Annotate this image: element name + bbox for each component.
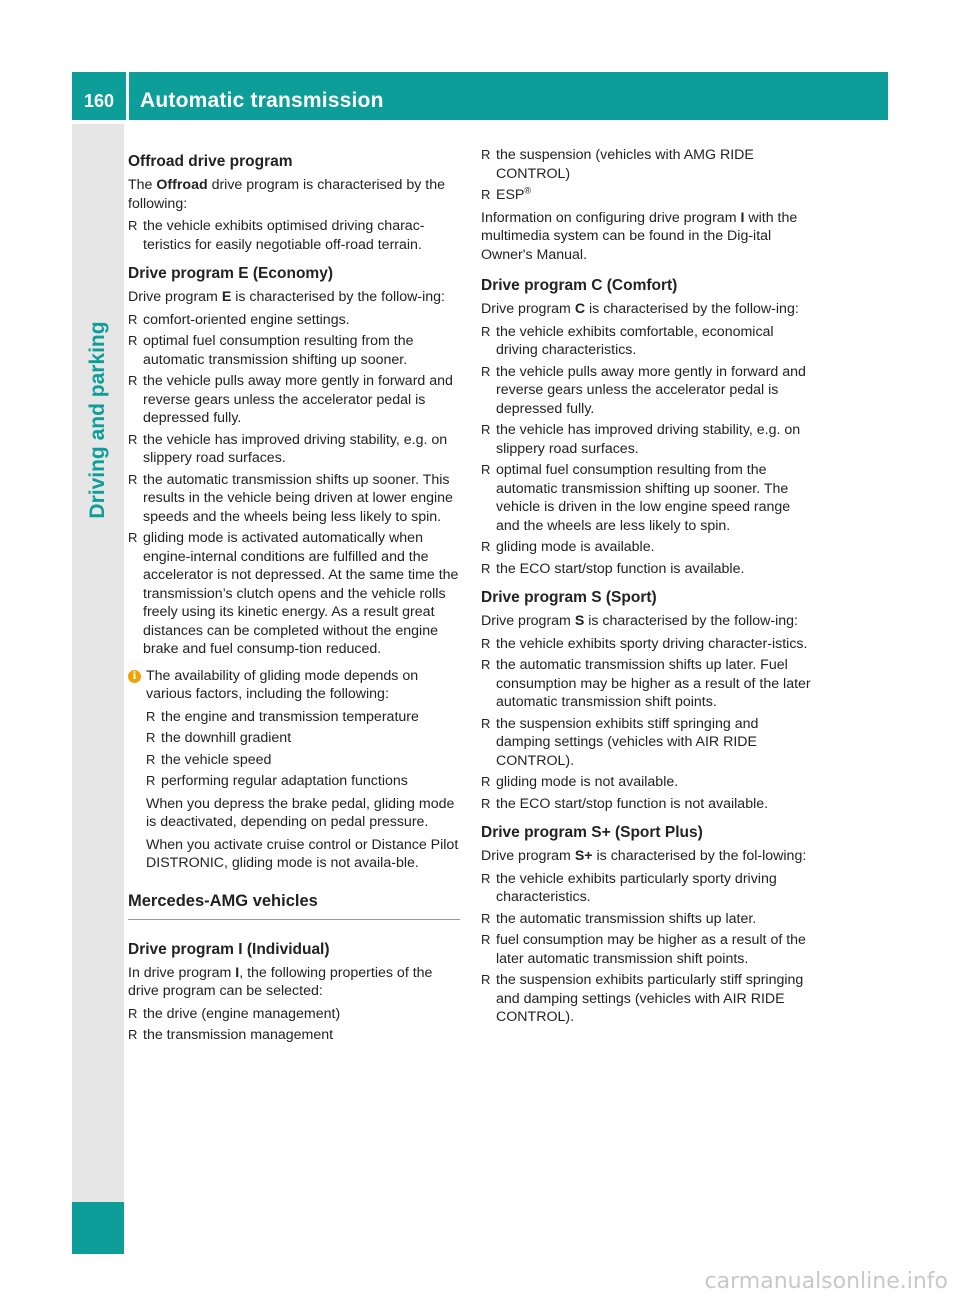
list-item-text: optimal fuel consumption resulting from the automatic transmission shifting up sooner.: [143, 333, 414, 368]
intro-text: The: [128, 177, 157, 193]
list-item: [128, 311, 460, 330]
list-item-text: the vehicle speed: [161, 751, 272, 768]
list-item: [481, 910, 813, 929]
info-icon: i: [128, 670, 141, 683]
list-item: [128, 471, 460, 527]
list-item-text: the vehicle exhibits particularly sporty driving characteristics.: [496, 870, 777, 905]
list-item-text: the suspension (vehicles with AMG RIDE CONTROL): [496, 147, 754, 182]
list-item: [481, 186, 813, 205]
list-item: [146, 751, 460, 770]
intro-text: In drive program: [128, 964, 236, 981]
list-item-text: the vehicle has improved driving stability, e.g. on slippery road surfaces.: [496, 422, 801, 457]
intro-text: drive program is characterised by the following:: [128, 177, 445, 212]
list-item-text: gliding mode is not available.: [496, 774, 679, 790]
bullet-icon: R: [146, 751, 156, 767]
sport-list: [481, 635, 813, 814]
bullet-icon: R: [481, 363, 491, 379]
bullet-icon: R: [481, 422, 491, 437]
list-item-text: ESP: [496, 187, 525, 203]
list-item: [481, 656, 813, 712]
list-item-text: the suspension exhibits particularly stiff springing and damping settings (vehicles with AIR RIDE CONTROL).: [496, 972, 804, 1025]
individual-config-note: [481, 209, 813, 265]
info-para-cruise: When you activate cruise control or Distance Pilot DISTRONIC, gliding mode is not availa-ble.: [146, 836, 459, 871]
info-para-brake: When you depress the brake pedal, gliding mode is deactivated, depending on pedal pressure.: [146, 795, 455, 830]
list-item: [481, 795, 813, 814]
list-item-text: the vehicle has improved driving stability, e.g. on slippery road surfaces.: [143, 431, 448, 466]
watermark: carmanualsonline.info: [704, 1269, 948, 1294]
list-item-text: gliding mode is activated automatically when engine-internal conditions are fulfilled and the accelerator is not depressed. At the same time the transmission’s clutch opens and the vehicle rolls freely using its kinetic energy. As a result great distances can be completed without the engine brake and fuel consump-tion reduced.: [143, 530, 459, 657]
intro-text: is characterised by the follow-ing:: [584, 613, 798, 629]
list-item: [481, 461, 813, 535]
bullet-icon: R: [128, 333, 138, 348]
bullet-icon: R: [128, 373, 138, 388]
intro-text: Drive program: [481, 301, 575, 317]
note-bold: I: [740, 209, 745, 226]
offroad-intro: [128, 176, 460, 213]
comfort-heading: Drive program C (Comfort): [481, 277, 678, 294]
comfort-intro: [481, 300, 813, 319]
list-item: [481, 421, 813, 458]
header-divider: [126, 72, 129, 120]
list-item: [146, 708, 460, 727]
list-item: [481, 560, 813, 579]
intro-text: is characterised by the follow-ing:: [585, 301, 799, 317]
amg-heading: Mercedes-AMG vehicles: [128, 891, 318, 910]
list-item: [128, 372, 460, 428]
list-item: [481, 363, 813, 419]
bullet-icon: R: [481, 910, 491, 926]
list-item: [128, 1026, 460, 1045]
bullet-icon: R: [128, 1027, 138, 1042]
economy-heading: Drive program E (Economy): [128, 265, 333, 282]
side-tab-label: Driving and parking: [86, 321, 109, 519]
list-item-text: the vehicle exhibits optimised driving charac-teristics for easily negotiable off-road terrain.: [143, 218, 425, 253]
list-item: [481, 971, 813, 1027]
list-item-text: the ECO start/stop function is not available.: [496, 795, 769, 812]
bullet-icon: R: [481, 657, 491, 672]
bullet-icon: R: [481, 187, 491, 202]
list-item: [128, 1005, 460, 1024]
bullet-icon: R: [128, 530, 138, 545]
intro-text: is characterised by the follow-ing:: [231, 289, 445, 305]
list-item-text: the drive (engine management): [143, 1005, 341, 1022]
economy-list: [128, 311, 460, 659]
list-item-text: the automatic transmission shifts up later.: [496, 910, 757, 927]
intro-bold: I: [235, 964, 240, 981]
sport-intro: [481, 612, 813, 631]
bullet-icon: R: [128, 218, 138, 233]
bullet-icon: R: [481, 774, 491, 789]
page-number: 160: [83, 91, 115, 111]
list-item-text: the vehicle exhibits sporty driving character-istics.: [496, 635, 808, 652]
list-item-text: the engine and transmission temperature: [161, 708, 419, 725]
side-tab-marker: [72, 1202, 124, 1254]
individual-heading: Drive program I (Individual): [128, 940, 330, 958]
list-item-text: gliding mode is available.: [496, 539, 655, 555]
intro-text: Drive program: [481, 613, 575, 629]
list-item-text: the vehicle pulls away more gently in forward and reverse gears unless the accelerator pedal is depressed fully.: [143, 373, 453, 426]
intro-bold: S+: [574, 848, 593, 864]
registered-mark: ®: [524, 185, 532, 196]
list-item: [146, 729, 460, 748]
bullet-icon: R: [128, 471, 138, 487]
comfort-list: [481, 323, 813, 579]
intro-bold: S: [574, 613, 585, 629]
intro-bold: C: [574, 301, 586, 317]
offroad-list: [128, 217, 460, 254]
bullet-icon: R: [481, 715, 491, 731]
bullet-icon: R: [481, 870, 491, 886]
sportplus-heading: Drive program S+ (Sport Plus): [481, 824, 703, 841]
bullet-icon: R: [481, 932, 491, 947]
list-item-text: the vehicle exhibits comfortable, economical driving characteristics.: [496, 323, 774, 358]
info-text: The availability of gliding mode depends on various factors, including the following:: [146, 667, 419, 702]
bullet-icon: R: [481, 147, 491, 162]
list-item-text: the automatic transmission shifts up later. Fuel consumption may be higher as a result of the later automatic transmission shift points.: [496, 657, 811, 710]
list-item: [481, 323, 813, 360]
list-item: [481, 146, 813, 183]
bullet-icon: R: [481, 795, 491, 811]
list-item-text: performing regular adaptation functions: [161, 773, 408, 789]
bullet-icon: R: [481, 462, 491, 477]
list-item: [481, 715, 813, 771]
note-text: with the multimedia system can be found in the Dig-ital Owner's Manual.: [481, 209, 798, 263]
list-item: [481, 773, 813, 792]
bullet-icon: R: [481, 323, 491, 339]
list-item-text: the transmission management: [143, 1027, 334, 1043]
intro-text: is characterised by the fol-lowing:: [592, 848, 807, 864]
economy-intro: [128, 288, 460, 307]
list-item: [146, 772, 460, 791]
list-item: [128, 529, 460, 659]
sport-heading: Drive program S (Sport): [481, 589, 657, 606]
sportplus-list: [481, 870, 813, 1027]
list-item-text: fuel consumption may be higher as a result of the later automatic transmission shift points.: [496, 932, 806, 967]
list-item-text: the suspension exhibits stiff springing and damping settings (vehicles with AIR RIDE CONTROL).: [496, 715, 759, 769]
bullet-icon: R: [146, 708, 156, 724]
list-item-text: comfort-oriented engine settings.: [143, 311, 350, 328]
list-item-text: the automatic transmission shifts up sooner. This results in the vehicle being driven at lower engine speeds and the wheels being less likely to spin.: [143, 471, 453, 525]
amg-section: [128, 891, 460, 920]
list-item-text: the ECO start/stop function is available.: [496, 560, 745, 577]
bullet-icon: R: [128, 1005, 138, 1021]
note-text: Information on configuring drive program: [481, 209, 741, 226]
bullet-icon: R: [128, 431, 138, 447]
list-item: [128, 217, 460, 254]
bullet-icon: R: [146, 773, 156, 788]
page-title: Automatic transmission: [140, 89, 384, 112]
info-note: [128, 667, 460, 873]
individual-list: [128, 1005, 460, 1045]
list-item: [481, 870, 813, 907]
list-item: [481, 635, 813, 654]
list-item: [481, 931, 813, 968]
side-tab: [72, 124, 124, 1254]
offroad-heading: Offroad drive program: [128, 153, 293, 170]
right-column: [481, 146, 813, 1031]
individual-intro: [128, 964, 460, 1001]
bullet-icon: R: [481, 539, 491, 554]
bullet-icon: R: [481, 560, 491, 576]
bullet-icon: R: [481, 635, 491, 651]
intro-text: Drive program: [481, 848, 575, 864]
list-item-text: optimal fuel consumption resulting from the automatic transmission shifting up sooner. The vehicle is driven in the low engine speed range and the wheels are less likely to spin.: [496, 462, 791, 534]
intro-text: , the following properties of the drive program can be selected:: [128, 964, 433, 999]
intro-bold: Offroad: [156, 177, 208, 193]
intro-text: Drive program: [128, 289, 222, 305]
intro-bold: E: [221, 289, 232, 305]
bullet-icon: R: [128, 311, 138, 327]
bullet-icon: R: [146, 730, 156, 745]
info-list: [146, 708, 460, 791]
list-item: [128, 431, 460, 468]
left-column: [128, 146, 460, 1049]
list-item-text: the vehicle pulls away more gently in forward and reverse gears unless the accelerator pedal is depressed fully.: [496, 363, 806, 417]
individual-cont-list: [481, 146, 813, 205]
sportplus-intro: [481, 847, 813, 866]
bullet-icon: R: [481, 972, 491, 987]
list-item: [128, 332, 460, 369]
list-item: [481, 538, 813, 557]
list-item-text: the downhill gradient: [161, 730, 292, 746]
